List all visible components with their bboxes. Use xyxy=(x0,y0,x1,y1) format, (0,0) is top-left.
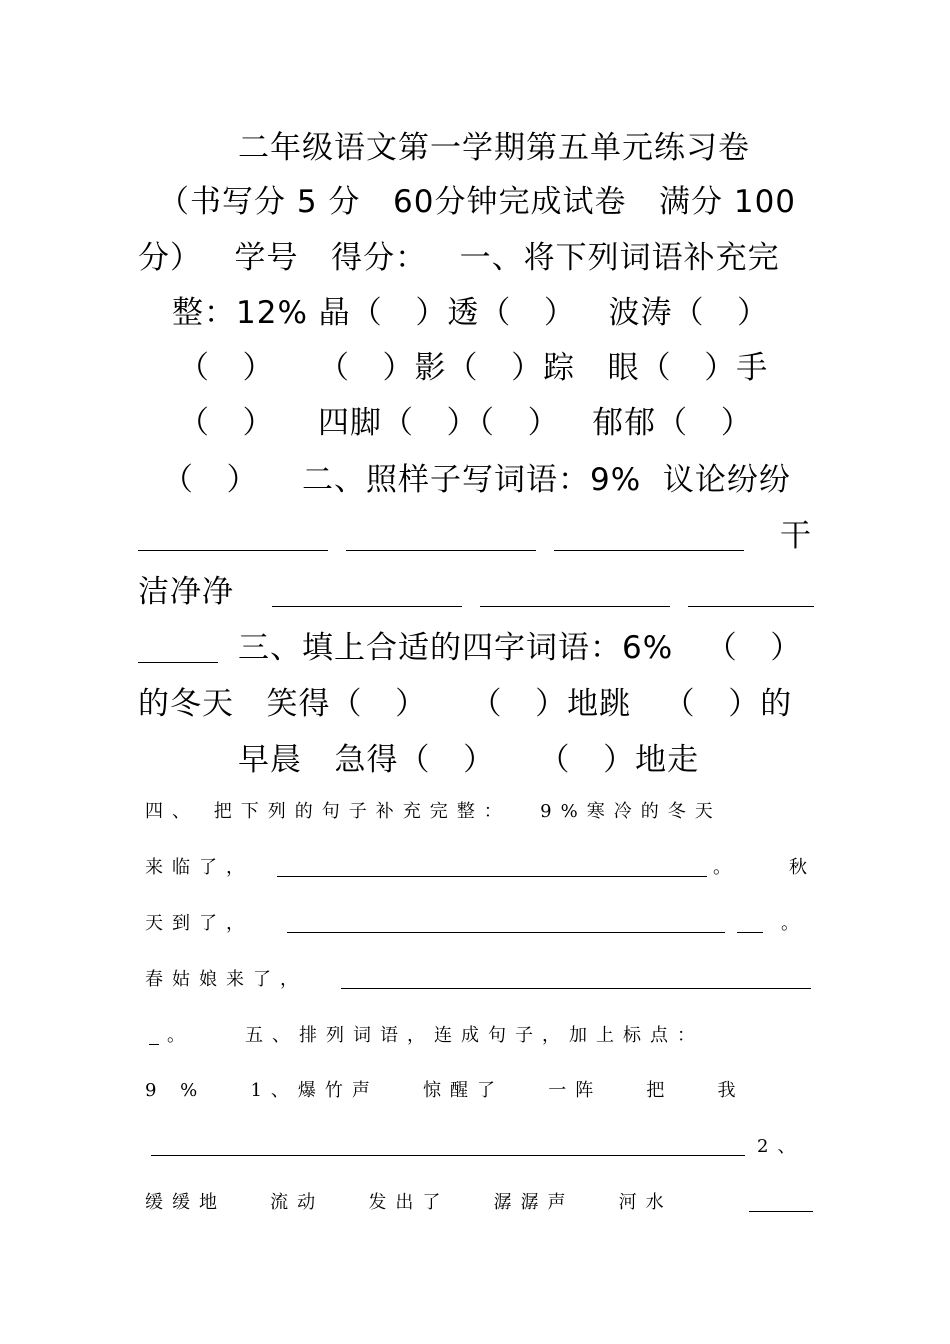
answer-blank[interactable] xyxy=(149,1026,159,1045)
small-line-2 xyxy=(145,854,815,882)
line-12: 早晨 急得（ ） （ ）地走 xyxy=(238,742,700,778)
small-line-8 xyxy=(145,1189,815,1217)
answer-blank[interactable] xyxy=(138,522,328,551)
answer-blank[interactable] xyxy=(749,1193,813,1212)
line-10 xyxy=(138,628,818,668)
small-line-5 xyxy=(145,1022,815,1050)
answer-blank[interactable] xyxy=(287,914,725,933)
small-line-5-text: 五、排列词语，连成句子，加上标点： xyxy=(245,1025,704,1046)
small-line-7 xyxy=(145,1133,815,1161)
small-line-3 xyxy=(145,910,815,938)
answer-blank[interactable] xyxy=(480,578,670,607)
line-8 xyxy=(138,516,818,556)
small-line-2-period: 。 xyxy=(713,857,740,878)
line-7: （ ） 二、照样子写词语：9% 议论纷纷 xyxy=(162,462,791,498)
line-2: （书写分 5 分 60分钟完成试卷 满分 100 xyxy=(158,184,797,220)
answer-blank[interactable] xyxy=(151,1137,745,1156)
small-line-5-period: 。 xyxy=(167,1025,194,1046)
answer-blank[interactable] xyxy=(272,578,462,607)
small-line-2-end: 秋 xyxy=(789,857,816,878)
small-line-6: 9 % 1、爆竹声 惊醒了 一阵 把 我 xyxy=(145,1080,745,1101)
small-line-4 xyxy=(145,966,815,994)
small-line-3-text: 天到了， xyxy=(145,913,253,934)
line-5: （ ） （ ）影（ ）踪 眼（ ）手 xyxy=(178,350,769,386)
answer-blank[interactable] xyxy=(341,970,811,989)
line-9 xyxy=(138,572,818,612)
small-line-4-text: 春姑娘来了， xyxy=(145,969,307,990)
line-9-text: 洁净净 xyxy=(138,574,234,610)
line-6: （ ） 四脚（ ）（ ） 郁郁（ ） xyxy=(178,405,753,441)
small-line-1: 四、 把下列的句子补充完整： 9%寒冷的冬天 xyxy=(145,801,722,822)
answer-blank[interactable] xyxy=(277,858,707,877)
small-line-3-period: 。 xyxy=(781,913,808,934)
answer-blank[interactable] xyxy=(346,522,536,551)
answer-blank[interactable] xyxy=(688,578,814,607)
line-3: 分） 学号 得分： 一、将下列词语补充完 xyxy=(138,240,780,276)
answer-blank[interactable] xyxy=(138,634,218,663)
line-10-text: 三、填上合适的四字词语：6% （ ） xyxy=(238,630,803,666)
title: 二年级语文第一学期第五单元练习卷 xyxy=(238,130,750,166)
small-line-8-text: 缓缓地 流动 发出了 潺潺声 河水 xyxy=(145,1192,673,1213)
line-8-end: 干 xyxy=(780,518,812,554)
line-4: 整：12% 晶（ ）透（ ） 波涛（ ） xyxy=(172,295,770,331)
small-line-2-text: 来临了， xyxy=(145,857,253,878)
answer-blank[interactable] xyxy=(554,522,744,551)
line-11: 的冬天 笑得（ ） （ ）地跳 （ ）的 xyxy=(138,686,793,722)
small-line-7-text: 2、 xyxy=(757,1136,805,1157)
answer-blank[interactable] xyxy=(737,914,763,933)
